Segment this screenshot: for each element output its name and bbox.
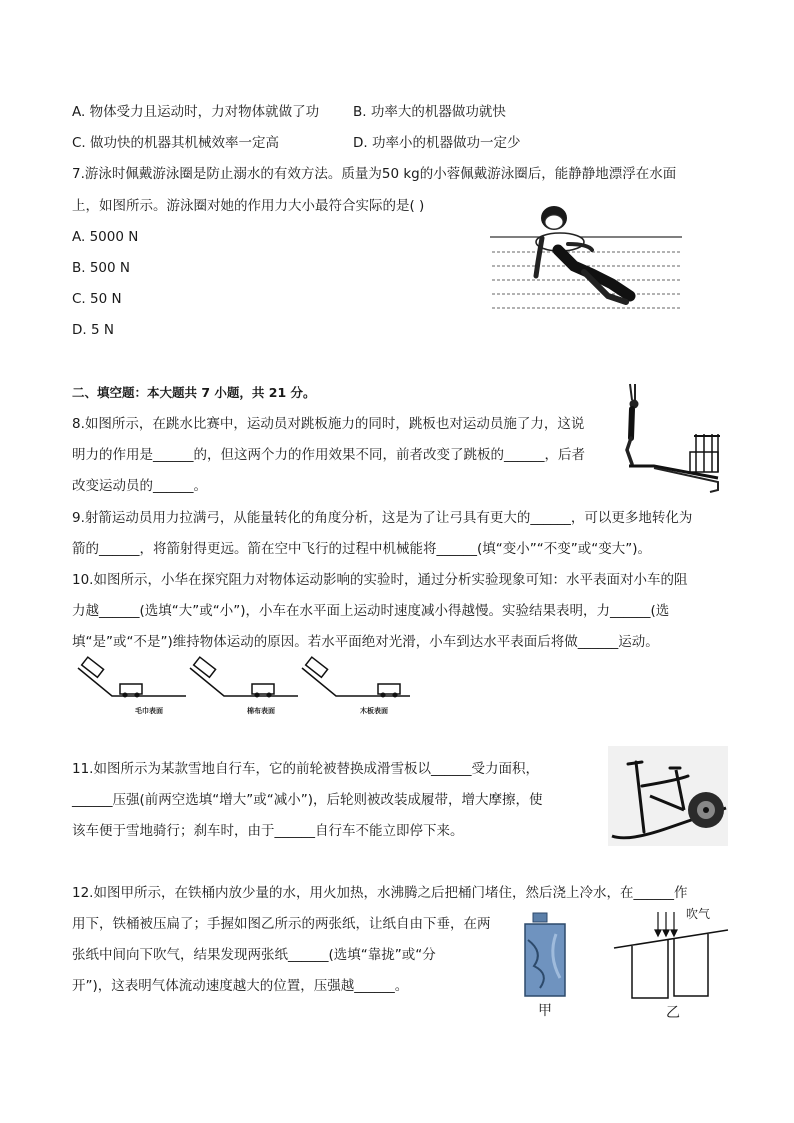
q9-line2: 箭的______，将箭射得更远。箭在空中飞行的过程中机械能将______(填“变小”“不变”或“变大”)。 (72, 541, 651, 557)
figure-label-jia: 甲 (538, 1003, 552, 1019)
q11-line1: 11.如图所示为某款雪地自行车，它的前轮被替换成滑雪板以______受力面积， (72, 761, 539, 777)
q7-option-d: D. 5 N (72, 322, 114, 338)
q11-line3: 该车便于雪地骑行；刹车时，由于______自行车不能立即停下来。 (72, 823, 464, 839)
snow-bike-figure (608, 746, 728, 846)
q10-line3: 填“是”或“不是”)维持物体运动的原因。若水平面绝对光滑，小车到达水平表面后将做______运动。 (72, 634, 659, 650)
q8-line1: 8.如图所示，在跳水比赛中，运动员对跳板施力的同时，跳板也对运动员施了力，这说 (72, 416, 585, 432)
label-towel-surface: 毛巾表面 (135, 707, 163, 715)
two-papers-figure (612, 906, 730, 1002)
q12-line2: 用下，铁桶被压扁了；手握如图乙所示的两张纸，让纸自由下垂，在两 (72, 916, 491, 932)
q6-option-c: C. 做功快的机器其机械效率一定高 (72, 135, 280, 151)
diver-figure (614, 382, 724, 494)
ramp-cotton (190, 657, 298, 697)
q7-option-b: B. 500 N (72, 260, 131, 276)
swimmer-figure (488, 200, 684, 318)
label-cotton-surface: 棉布表面 (247, 707, 275, 715)
q12-line1: 12.如图甲所示，在铁桶内放少量的水，用火加热，水沸腾之后把桶门堵住，然后浇上冷水，在______作 (72, 885, 688, 901)
q12-line4: 开”)，这表明气体流动速度越大的位置，压强越______。 (72, 978, 409, 994)
section-2-heading: 二、填空题：本大题共 7 小题，共 21 分。 (72, 385, 316, 400)
q6-option-d: D. 功率小的机器做功一定少 (353, 135, 521, 151)
q7-option-a: A. 5000 N (72, 229, 139, 245)
q6-option-b: B. 功率大的机器做功就快 (353, 104, 506, 120)
q8-line2: 明力的作用是______的，但这两个力的作用效果不同，前者改变了跳板的______，后者 (72, 447, 585, 463)
q7-option-c: C. 50 N (72, 291, 122, 307)
blow-air-label: 吹气 (686, 907, 711, 921)
q10-line2: 力越______(选填“大”或“小”)，小车在水平面上运动时速度减小得越慢。实验结果表明，力______(选 (72, 603, 670, 619)
q7-stem-line1: 7.游泳时佩戴游泳圈是防止溺水的有效方法。质量为50 kg的小蓉佩戴游泳圈后，能静静地漂浮在水面 (72, 166, 677, 182)
q9-line1: 9.射箭运动员用力拉满弓，从能量转化的角度分析，这是为了让弓具有更大的______，可以更多地转化为 (72, 510, 693, 526)
q11-line2: ______压强(前两空选填“增大”或“减小”)，后轮则被改装成履带，增大摩擦，使 (72, 792, 543, 808)
crushed-bucket-figure (520, 912, 570, 998)
q6-option-a: A. 物体受力且运动时，力对物体就做了功 (72, 104, 320, 120)
ramps-figure (74, 656, 414, 706)
ramp-towel (78, 657, 186, 697)
label-wood-surface: 木板表面 (360, 707, 388, 715)
q8-line3: 改变运动员的______。 (72, 478, 207, 494)
q10-line1: 10.如图所示，小华在探究阻力对物体运动影响的实验时，通过分析实验现象可知：水平表面对小车的阻 (72, 572, 688, 588)
ramp-wood (302, 657, 410, 697)
q7-stem-line2: 上，如图所示。游泳圈对她的作用力大小最符合实际的是( ) (72, 198, 425, 214)
figure-label-yi: 乙 (666, 1005, 680, 1021)
q12-line3: 张纸中间向下吹气，结果发现两张纸______(选填“靠拢”或“分 (72, 947, 436, 963)
